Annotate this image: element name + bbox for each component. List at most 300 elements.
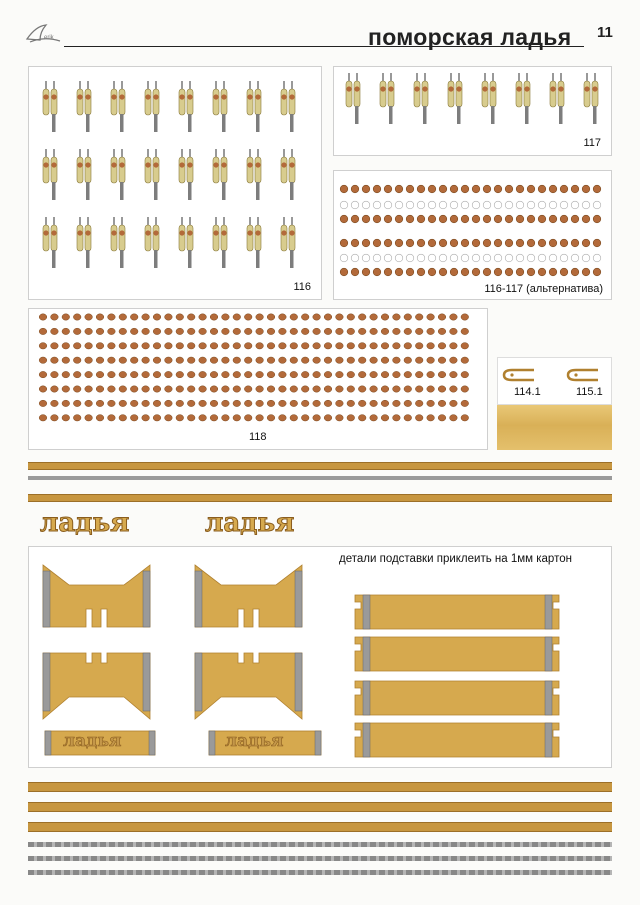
block-dot <box>39 328 47 334</box>
panel-part-118 <box>28 308 488 450</box>
block-dot <box>313 343 321 349</box>
block-dot <box>279 343 287 349</box>
block-dot <box>73 328 81 334</box>
block-dot <box>427 328 435 334</box>
block-dot <box>324 328 332 334</box>
block-dot <box>571 254 579 262</box>
block-dot <box>267 386 275 392</box>
block-dot <box>324 371 332 377</box>
metal-bar <box>143 653 150 711</box>
pulley-block-icon <box>77 217 91 268</box>
block-dot <box>439 185 447 193</box>
block-dot <box>417 201 425 209</box>
block-dot <box>362 185 370 193</box>
block-dot <box>244 357 252 363</box>
block-dot <box>461 371 469 377</box>
block-dot <box>417 239 425 247</box>
block-dot <box>384 215 392 223</box>
block-dot <box>210 314 218 320</box>
block-dot <box>370 400 378 406</box>
block-dot <box>351 268 359 276</box>
block-dot <box>85 400 93 406</box>
block-dot <box>187 328 195 334</box>
block-dot <box>549 268 557 276</box>
block-dot <box>51 400 59 406</box>
block-dot <box>428 268 436 276</box>
block-dot <box>370 415 378 421</box>
block-dot <box>417 254 425 262</box>
block-dot <box>119 386 127 392</box>
block-dot <box>256 343 264 349</box>
block-dot <box>62 400 70 406</box>
block-dot <box>593 201 601 209</box>
block-dot <box>438 415 446 421</box>
block-dot <box>108 357 116 363</box>
wood-strip <box>28 494 612 502</box>
block-dot <box>39 343 47 349</box>
block-dot <box>267 328 275 334</box>
block-dot <box>73 357 81 363</box>
block-dot <box>222 328 230 334</box>
pulley-block-icon <box>179 81 193 132</box>
block-dot <box>199 343 207 349</box>
block-dot <box>505 254 513 262</box>
block-dot <box>39 314 47 320</box>
block-dot <box>187 343 195 349</box>
metal-strip <box>28 476 612 480</box>
block-dot <box>549 215 557 223</box>
block-dot <box>153 343 161 349</box>
publisher-logo <box>24 22 64 46</box>
block-dot <box>347 328 355 334</box>
block-dot <box>373 215 381 223</box>
block-dot <box>222 343 230 349</box>
block-dot <box>450 357 458 363</box>
block-dot <box>494 254 502 262</box>
block-dot <box>370 371 378 377</box>
block-dot <box>415 357 423 363</box>
metal-strip <box>28 842 612 847</box>
block-dot <box>450 328 458 334</box>
block-dot <box>165 343 173 349</box>
block-dot <box>450 386 458 392</box>
block-dot <box>210 415 218 421</box>
pulley-block-icon <box>145 81 159 132</box>
metal-bar <box>143 571 150 627</box>
block-dot <box>415 328 423 334</box>
block-dot <box>324 357 332 363</box>
block-dot <box>142 371 150 377</box>
block-dot <box>290 371 298 377</box>
block-dot <box>256 371 264 377</box>
block-dot <box>340 201 348 209</box>
pulley-block-icon <box>145 149 159 200</box>
block-dot <box>404 357 412 363</box>
block-dot <box>373 268 381 276</box>
block-dot <box>210 328 218 334</box>
block-dot <box>187 357 195 363</box>
block-dot <box>336 328 344 334</box>
block-dot <box>267 357 275 363</box>
metal-bar <box>295 653 302 711</box>
block-dot <box>301 314 309 320</box>
block-dot <box>393 343 401 349</box>
pulley-block-icon <box>179 149 193 200</box>
block-dot <box>290 357 298 363</box>
block-dot <box>199 328 207 334</box>
block-dot <box>381 386 389 392</box>
block-dot <box>73 386 81 392</box>
block-dot <box>505 268 513 276</box>
label-part-116: 116 <box>293 281 311 293</box>
block-dot <box>438 357 446 363</box>
block-dot <box>393 400 401 406</box>
metal-bar <box>545 681 552 715</box>
block-dot <box>351 215 359 223</box>
block-dot <box>153 400 161 406</box>
pulley-block-icon <box>77 149 91 200</box>
block-dot <box>130 357 138 363</box>
block-dot <box>142 314 150 320</box>
block-dot <box>222 400 230 406</box>
block-dot <box>210 343 218 349</box>
metal-bar <box>545 637 552 671</box>
block-dot <box>301 343 309 349</box>
block-dot <box>483 201 491 209</box>
block-dot <box>438 386 446 392</box>
stand-cradle-top <box>195 565 302 627</box>
block-dot <box>313 328 321 334</box>
block-dot <box>142 415 150 421</box>
block-dot <box>450 314 458 320</box>
block-dot <box>108 386 116 392</box>
pulley-block-icon <box>247 149 261 200</box>
block-dot <box>301 357 309 363</box>
label-part-114-1: 114.1 <box>514 386 541 398</box>
block-dot <box>119 314 127 320</box>
block-dot <box>165 386 173 392</box>
block-dot <box>393 357 401 363</box>
metal-bar <box>43 571 50 627</box>
block-dot <box>256 357 264 363</box>
block-dot <box>290 415 298 421</box>
stand-plank <box>355 723 559 757</box>
pulley-block-icon <box>281 81 295 132</box>
block-dot <box>290 400 298 406</box>
block-dot <box>256 415 264 421</box>
block-dot <box>187 386 195 392</box>
block-dot <box>142 343 150 349</box>
label-part-117: 117 <box>583 137 601 149</box>
block-dot <box>62 415 70 421</box>
block-dot <box>428 254 436 262</box>
block-dot <box>527 215 535 223</box>
block-dot <box>450 400 458 406</box>
block-dot <box>324 400 332 406</box>
block-dot <box>560 201 568 209</box>
block-dot <box>199 400 207 406</box>
block-dot <box>582 268 590 276</box>
block-dot <box>62 343 70 349</box>
block-dot <box>358 371 366 377</box>
pulley-block-icon <box>550 73 564 124</box>
metal-bar <box>363 723 370 757</box>
block-dot <box>313 314 321 320</box>
pulley-block-icon <box>516 73 530 124</box>
block-dot <box>336 357 344 363</box>
block-dot <box>256 328 264 334</box>
block-dot <box>279 314 287 320</box>
block-dot <box>384 239 392 247</box>
block-dot <box>472 185 480 193</box>
block-dot <box>176 343 184 349</box>
block-dot <box>313 357 321 363</box>
block-dot <box>301 400 309 406</box>
block-dot <box>187 415 195 421</box>
block-dot <box>381 357 389 363</box>
block-dot <box>560 215 568 223</box>
block-dot <box>119 328 127 334</box>
block-dot <box>438 314 446 320</box>
block-dot <box>96 415 104 421</box>
block-dot <box>395 254 403 262</box>
block-dot <box>233 343 241 349</box>
block-dot <box>438 343 446 349</box>
block-dot <box>427 371 435 377</box>
block-dot <box>472 201 480 209</box>
block-dot <box>393 415 401 421</box>
block-dot <box>370 343 378 349</box>
block-dot <box>340 215 348 223</box>
block-dot <box>39 400 47 406</box>
block-dot <box>62 386 70 392</box>
block-dot <box>427 386 435 392</box>
block-dot <box>415 371 423 377</box>
block-dot <box>244 314 252 320</box>
pulley-block-icon <box>482 73 496 124</box>
block-dot <box>417 215 425 223</box>
block-dot <box>450 415 458 421</box>
pulley-block-icon <box>111 217 125 268</box>
block-dot <box>290 314 298 320</box>
block-dot <box>130 371 138 377</box>
block-dot <box>153 328 161 334</box>
block-dot <box>187 314 195 320</box>
block-dot <box>340 185 348 193</box>
block-dot <box>370 357 378 363</box>
block-dot <box>210 386 218 392</box>
block-dot <box>119 357 127 363</box>
block-dot <box>516 201 524 209</box>
nameplate-word-right: ладья <box>205 508 295 538</box>
block-dot <box>51 314 59 320</box>
part-117-pulley-row <box>334 67 611 155</box>
block-dot <box>395 185 403 193</box>
block-dot <box>85 386 93 392</box>
block-dot <box>381 415 389 421</box>
block-dot <box>176 357 184 363</box>
block-dot <box>461 215 469 223</box>
block-dot <box>347 386 355 392</box>
block-dot <box>176 314 184 320</box>
block-dot <box>244 415 252 421</box>
block-dot <box>483 239 491 247</box>
block-dot <box>450 343 458 349</box>
block-dot <box>324 386 332 392</box>
block-dot <box>210 357 218 363</box>
block-dot <box>362 215 370 223</box>
block-dot <box>527 201 535 209</box>
block-dot <box>505 239 513 247</box>
block-dot <box>516 239 524 247</box>
block-dot <box>51 415 59 421</box>
block-dot <box>279 328 287 334</box>
block-dot <box>472 239 480 247</box>
block-dot <box>62 328 70 334</box>
block-dot <box>415 415 423 421</box>
block-dot <box>130 386 138 392</box>
block-dot <box>404 343 412 349</box>
block-dot <box>130 328 138 334</box>
stand-cradle-bottom <box>195 653 302 719</box>
block-dot <box>404 386 412 392</box>
block-dot <box>395 201 403 209</box>
block-dot <box>571 268 579 276</box>
panel-part-114-115 <box>497 357 612 450</box>
block-dot <box>301 415 309 421</box>
block-dot <box>108 400 116 406</box>
block-dot <box>233 328 241 334</box>
block-dot <box>362 239 370 247</box>
block-dot <box>370 328 378 334</box>
block-dot <box>571 215 579 223</box>
block-dot <box>199 314 207 320</box>
metal-bar <box>149 731 155 755</box>
block-dot <box>438 400 446 406</box>
block-dot <box>199 371 207 377</box>
block-dot <box>373 239 381 247</box>
block-dot <box>119 343 127 349</box>
block-dot <box>395 215 403 223</box>
block-dot <box>96 328 104 334</box>
block-dot <box>461 201 469 209</box>
block-dot <box>62 314 70 320</box>
block-dot <box>450 254 458 262</box>
block-dot <box>279 371 287 377</box>
block-dot <box>516 254 524 262</box>
block-dot <box>438 328 446 334</box>
block-dot <box>336 343 344 349</box>
block-dot <box>347 371 355 377</box>
block-dot <box>384 201 392 209</box>
block-dot <box>362 254 370 262</box>
block-dot <box>233 371 241 377</box>
block-dot <box>450 371 458 377</box>
block-dot <box>279 415 287 421</box>
block-dot <box>130 314 138 320</box>
block-dot <box>483 215 491 223</box>
stand-cradle-top <box>43 565 150 627</box>
block-dot <box>176 415 184 421</box>
block-dot <box>96 386 104 392</box>
block-dot <box>483 185 491 193</box>
block-dot <box>494 239 502 247</box>
block-dot <box>505 185 513 193</box>
block-dot <box>406 239 414 247</box>
block-dot <box>153 386 161 392</box>
block-dot <box>461 343 469 349</box>
block-dot <box>582 201 590 209</box>
block-dot <box>450 215 458 223</box>
block-dot <box>301 371 309 377</box>
block-dot <box>472 268 480 276</box>
block-dot <box>351 239 359 247</box>
block-dot <box>187 400 195 406</box>
block-dot <box>582 254 590 262</box>
plaque-right-text: ладья <box>225 731 284 751</box>
block-dot <box>593 185 601 193</box>
block-dot <box>279 386 287 392</box>
ship-logo-icon <box>24 22 64 46</box>
metal-bar <box>43 653 50 711</box>
block-dot <box>108 371 116 377</box>
block-dot <box>142 400 150 406</box>
block-dot <box>483 268 491 276</box>
block-dot <box>39 357 47 363</box>
block-dot <box>494 185 502 193</box>
block-dot <box>527 254 535 262</box>
block-dot <box>439 201 447 209</box>
pulley-block-icon <box>145 217 159 268</box>
block-dot <box>358 386 366 392</box>
page-title: поморская ладья <box>368 24 572 50</box>
block-dot <box>96 343 104 349</box>
pulley-block-icon <box>414 73 428 124</box>
block-dot <box>373 201 381 209</box>
block-dot <box>313 415 321 421</box>
block-dot <box>222 415 230 421</box>
block-dot <box>210 400 218 406</box>
block-dot <box>358 343 366 349</box>
block-dot <box>73 400 81 406</box>
block-dot <box>233 415 241 421</box>
part-116-117-alt-blocks <box>334 171 611 281</box>
block-dot <box>279 357 287 363</box>
pulley-block-icon <box>213 149 227 200</box>
metal-bar <box>363 681 370 715</box>
block-dot <box>73 314 81 320</box>
block-dot <box>415 314 423 320</box>
block-dot <box>51 343 59 349</box>
block-dot <box>199 386 207 392</box>
block-dot <box>593 254 601 262</box>
block-dot <box>404 371 412 377</box>
block-dot <box>233 386 241 392</box>
block-dot <box>176 371 184 377</box>
block-dot <box>427 343 435 349</box>
block-dot <box>85 314 93 320</box>
block-dot <box>404 328 412 334</box>
block-dot <box>406 185 414 193</box>
block-dot <box>351 254 359 262</box>
pulley-block-icon <box>281 149 295 200</box>
pulley-block-icon <box>179 217 193 268</box>
block-dot <box>381 371 389 377</box>
block-dot <box>571 239 579 247</box>
block-dot <box>384 268 392 276</box>
metal-bar <box>545 723 552 757</box>
plaque-left-text: ладья <box>63 731 122 751</box>
